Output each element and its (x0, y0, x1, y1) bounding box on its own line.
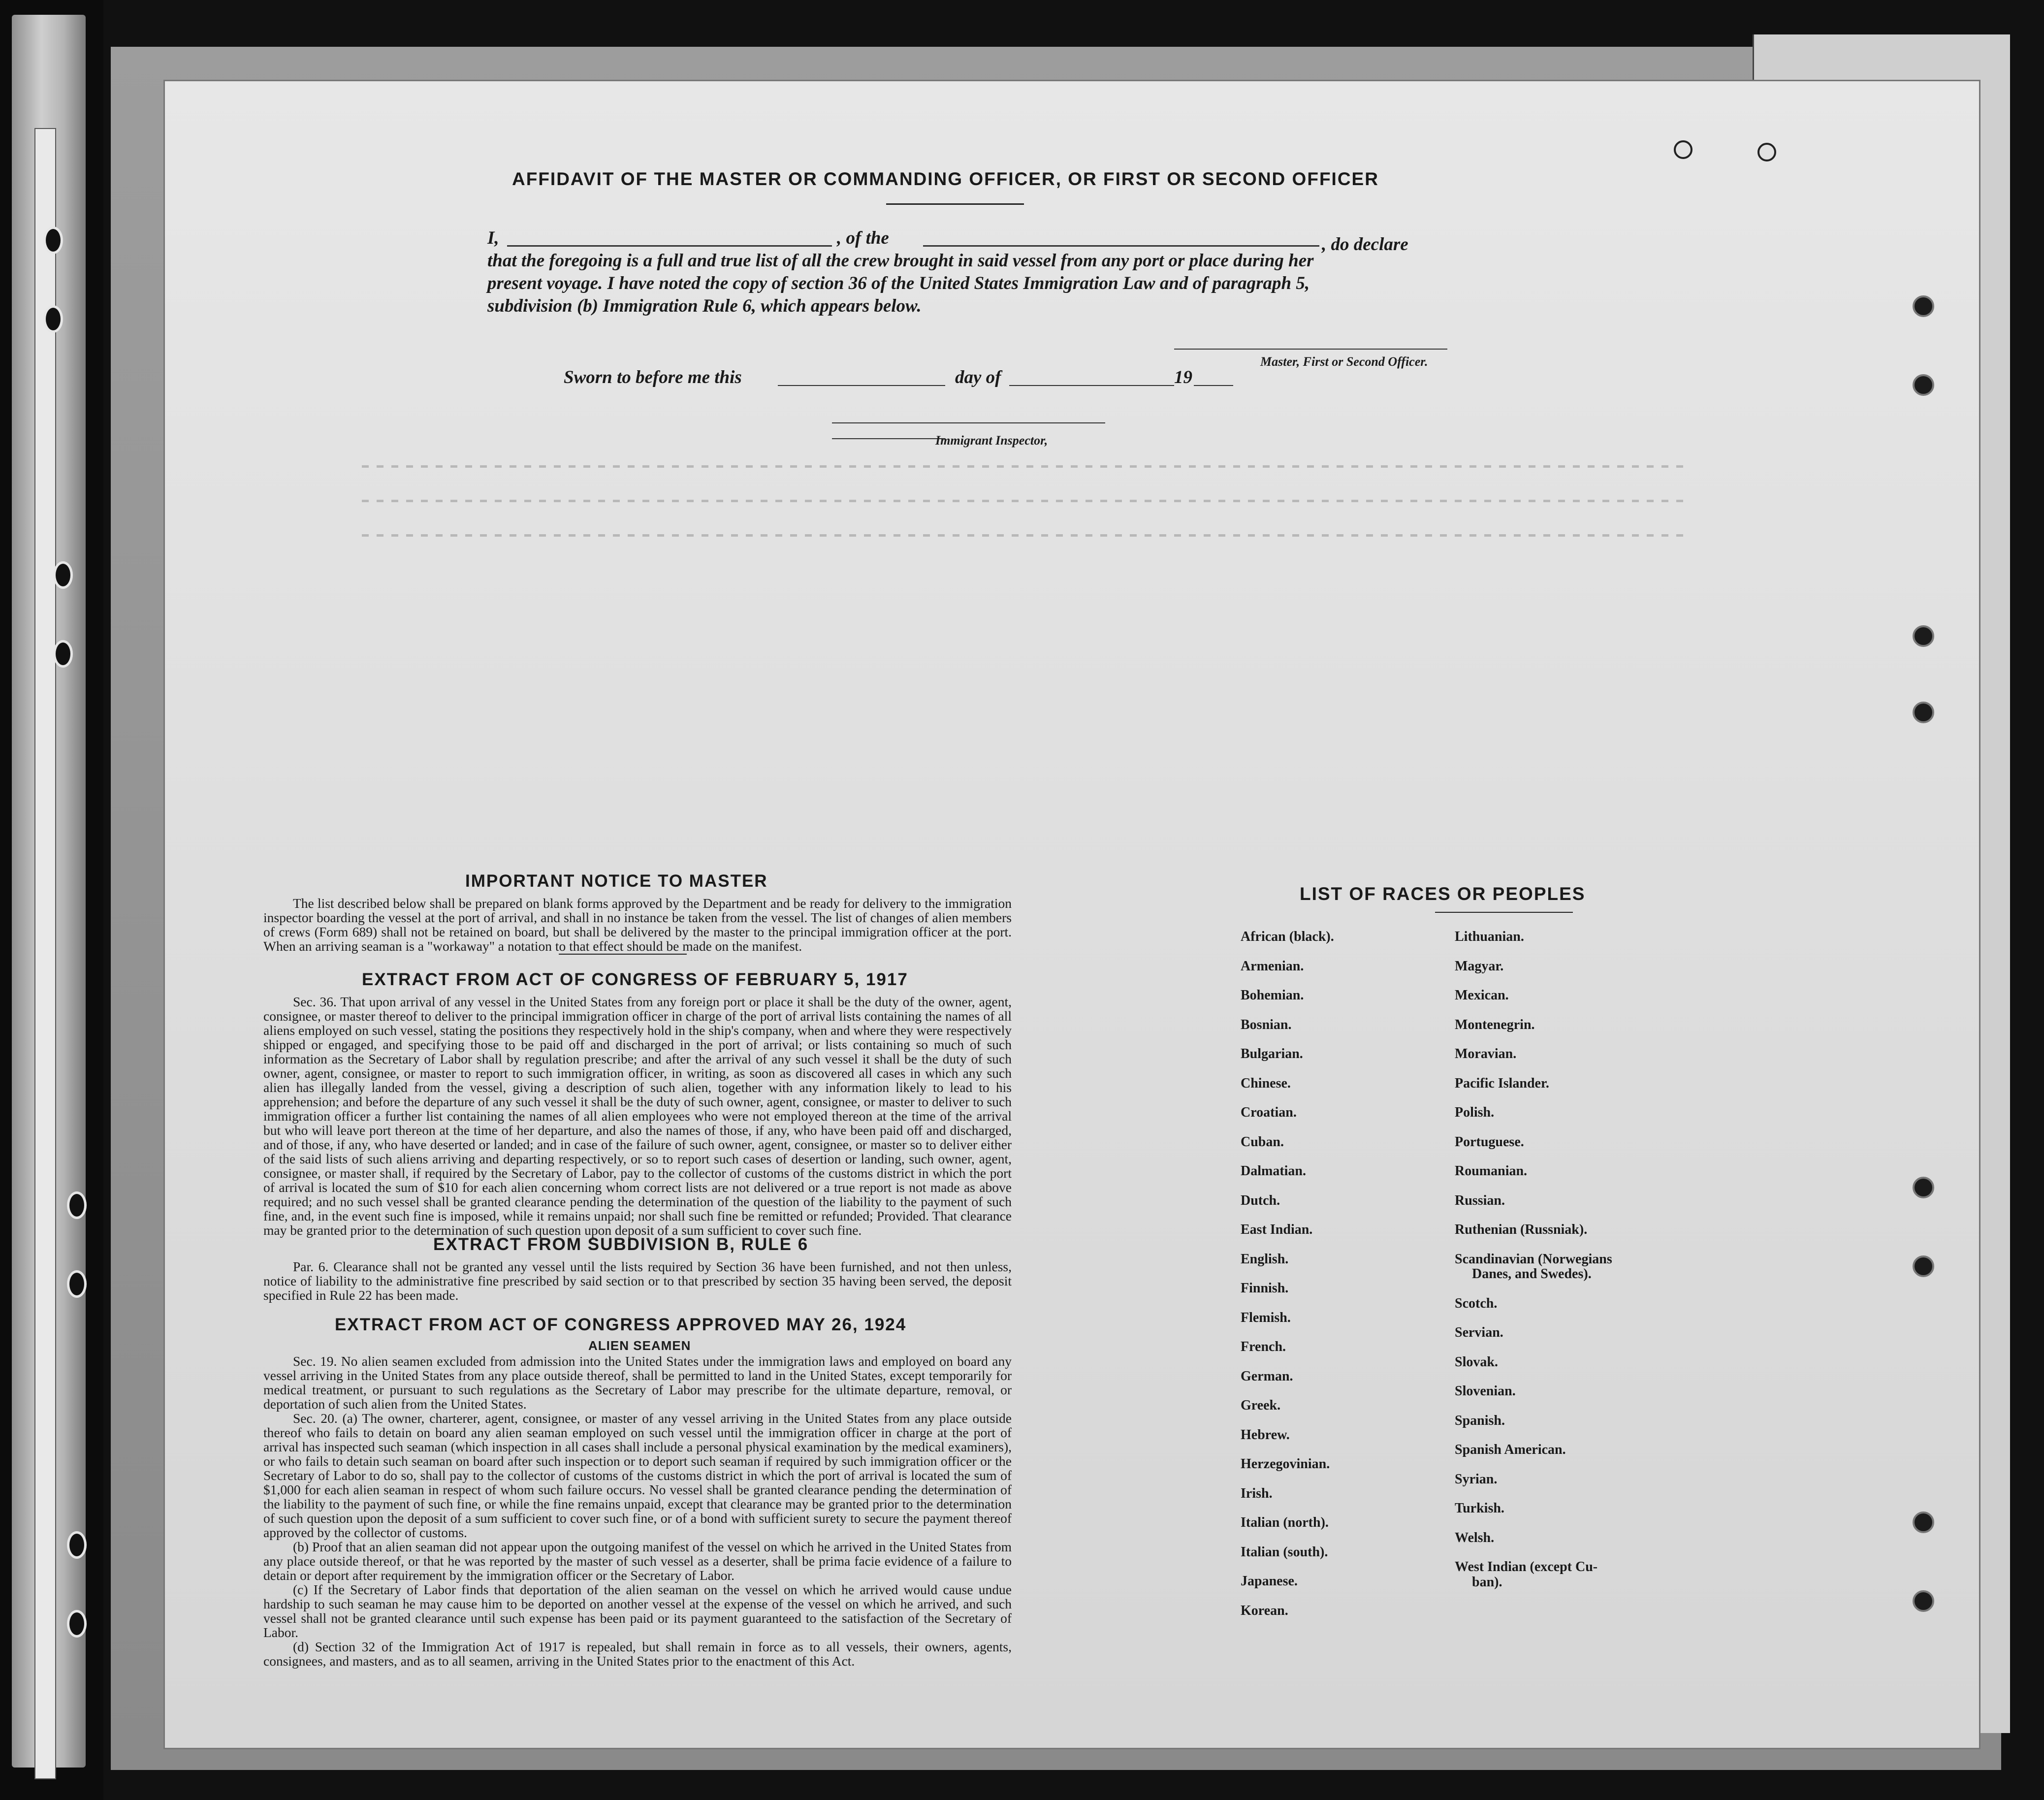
affidavit-line1-start: I, (487, 228, 499, 248)
race-item: Dutch. (1241, 1192, 1280, 1208)
punch-hole (1913, 1177, 1934, 1198)
races-title: LIST OF RACES OR PEOPLES (1300, 884, 1586, 904)
binder-hole-5 (67, 1191, 87, 1219)
bleed-through-line (362, 465, 1691, 468)
name-blank[interactable] (507, 245, 832, 247)
race-item: Slovak. (1455, 1354, 1498, 1370)
race-item: Cuban. (1241, 1134, 1284, 1150)
affidavit-line4: subdivision (b) Immigration Rule 6, which appears below. (487, 296, 922, 316)
sec-20a: Sec. 20. (a) The owner, charterer, agent, consignee, or master of any vessel arriving in the United States from any place outside thereof who fails to detain on board any alien seaman employed on such vessel until the immigration officer in charge at the port of arrival has inspected such seaman (which inspection in all cases shall include a personal physical examination by the medical examiners), or who fails to detain such seaman on board after such inspection or to deport such seaman if required by such immigration officer or the Secretary of Labor to do so, shall pay to the collector of customs of the customs district in which the port of arrival is located the sum of $1,000 for each alien seaman in respect of whom such failure occurs. No vessel shall be granted clearance pending the determination of the liability to the payment of such fine, or while the fine remains unpaid, except that clearance may be granted prior to the determination of such question upon the deposit of a sum sufficient to cover such fine, or of a bond with sufficient surety to secure the payment thereof approved by the collector of customs. (263, 1411, 1012, 1540)
inspector-blank-short (832, 438, 945, 439)
race-item: Lithuanian. (1455, 929, 1524, 944)
race-item: Scandinavian (Norwegians (1455, 1251, 1612, 1267)
race-item: German. (1241, 1368, 1293, 1384)
sec-20d: (d) Section 32 of the Immigration Act of 1917 is repealed, but shall remain in force as to all vessels, their owners, agents, consignees, and masters, and as to all seamen, arriving in the United States prior to the enactment of this Act. (263, 1639, 1012, 1669)
punch-hole (1913, 702, 1934, 723)
race-item: Irish. (1241, 1485, 1273, 1501)
race-item: Turkish. (1455, 1501, 1504, 1516)
race-item: East Indian. (1241, 1222, 1313, 1237)
affidavit-line2: that the foregoing is a full and true list of all the crew brought in said vessel from any port or place during her (487, 251, 1314, 271)
binder-hole-2 (43, 305, 63, 333)
title-rule (886, 203, 1024, 205)
race-item: Polish. (1455, 1105, 1495, 1120)
race-item: Servian. (1455, 1325, 1503, 1340)
notice-rule (559, 954, 687, 955)
punch-hole (1913, 1590, 1934, 1612)
race-item: Montenegrin. (1455, 1017, 1535, 1032)
punch-hole (1913, 374, 1934, 396)
race-item: West Indian (except Cu- (1455, 1559, 1598, 1575)
binder-hole-8 (67, 1610, 87, 1638)
race-item: Korean. (1241, 1603, 1288, 1618)
signature-blank[interactable] (1174, 349, 1447, 350)
race-item: Italian (south). (1241, 1544, 1328, 1560)
race-item: English. (1241, 1251, 1289, 1267)
race-item: Italian (north). (1241, 1515, 1329, 1530)
sec-20c: (c) If the Secretary of Labor finds that deportation of the alien seaman on the vessel on which he arrived would cause undue hardship to such seaman he may cause him to be deported on another vessel at the expense of the vessel on which he arrived, and such vessel shall not be granted clearance until such expense has been paid or its payment guaranteed to the satisfaction of the Secretary of Labor. (263, 1582, 1012, 1640)
sworn-start: Sworn to before me this (564, 367, 742, 387)
punch-hole (1757, 143, 1776, 161)
extract-1917-title: EXTRACT FROM ACT OF CONGRESS OF FEBRUARY 5, 1917 (362, 970, 908, 989)
race-item: Syrian. (1455, 1471, 1498, 1487)
extract-rule6-title: EXTRACT FROM SUBDIVISION B, RULE 6 (433, 1235, 809, 1254)
affidavit-line3: present voyage. I have noted the copy of section 36 of the United States Immigration Law and of paragraph 5, (487, 273, 1310, 293)
extract-1924-title: EXTRACT FROM ACT OF CONGRESS APPROVED MAY 26, 1924 (335, 1315, 907, 1334)
extract-rule6-body: Par. 6. Clearance shall not be granted any vessel until the lists required by Section 36 have been furnished, and not then unless, notice of liability to the administrative fine prescribed by said section or to that prescribed by section 35 having been served, the deposit specified in Rule 22 has been made. (263, 1259, 1012, 1303)
race-item: Ruthenian (Russniak). (1455, 1222, 1588, 1237)
race-item: Herzegovinian. (1241, 1456, 1330, 1472)
race-item: Spanish American. (1455, 1442, 1566, 1457)
binder-tab (34, 128, 56, 1779)
race-item: Flemish. (1241, 1310, 1291, 1325)
race-item: Spanish. (1455, 1413, 1505, 1428)
sworn-day-blank[interactable] (778, 385, 945, 386)
sec-20b: (b) Proof that an alien seaman did not appear upon the outgoing manifest of the vessel on which he arrived in the United States from any place outside thereof, or that he was reported by the master of such vessel as a deserter, shall be prima facie evidence of a failure to detain or deport after requirement by the immigration officer or the Secretary of Labor. (263, 1539, 1012, 1583)
notice-title: IMPORTANT NOTICE TO MASTER (465, 871, 768, 891)
bleed-through-line (362, 534, 1691, 537)
race-item: Greek. (1241, 1398, 1281, 1413)
binder-hole-1 (43, 226, 63, 254)
race-item: Chinese. (1241, 1075, 1291, 1091)
notice-body: The list described below shall be prepared on blank forms approved by the Department and be ready for delivery to the immigration inspector boarding the vessel at the port of arrival, and shall in no instance be taken from the vessel. The list of changes of alien members of crews (Form 689) shall not be retained on board, but shall be delivered by the master to the principal immigration officer at the port. When an arriving seaman is a "workaway" a notation to that effect should be made on the manifest. (263, 896, 1012, 954)
race-item: Portuguese. (1455, 1134, 1524, 1150)
affidavit-title: AFFIDAVIT OF THE MASTER OR COMMANDING OFFICER, OR FIRST OR SECOND OFFICER (512, 169, 1379, 189)
vessel-blank[interactable] (923, 245, 1319, 247)
race-item: French. (1241, 1339, 1286, 1354)
race-item: Magyar. (1455, 958, 1504, 974)
punch-hole (1913, 1255, 1934, 1277)
extract-1924-body (263, 1354, 1012, 1668)
punch-hole (1913, 295, 1934, 317)
race-item: Moravian. (1455, 1046, 1517, 1061)
sworn-month-blank[interactable] (1009, 385, 1174, 386)
affidavit-line1-end: , do declare (1322, 234, 1408, 255)
binder-hole-6 (67, 1270, 87, 1298)
punch-hole (1913, 1511, 1934, 1533)
race-item: ban). (1472, 1574, 1502, 1590)
extract-1924-subtitle: ALIEN SEAMEN (588, 1338, 691, 1353)
punch-hole (1913, 625, 1934, 647)
race-item: Bulgarian. (1241, 1046, 1303, 1061)
race-item: Roumanian. (1455, 1163, 1528, 1179)
sworn-year-blank[interactable] (1194, 385, 1233, 386)
race-item: Armenian. (1241, 958, 1304, 974)
race-item: Russian. (1455, 1192, 1505, 1208)
race-item: Finnish. (1241, 1281, 1289, 1296)
inspector-label: Immigrant Inspector, (935, 433, 1048, 448)
bleed-through-line (362, 500, 1691, 502)
binder-hole-7 (67, 1531, 87, 1559)
races-rule (1435, 912, 1573, 913)
race-item: Slovenian. (1455, 1383, 1516, 1399)
race-item: Welsh. (1455, 1530, 1495, 1545)
punch-hole (1674, 140, 1693, 159)
race-item: Japanese. (1241, 1574, 1298, 1589)
race-item: African (black). (1241, 929, 1334, 944)
race-item: Danes, and Swedes). (1472, 1266, 1592, 1282)
inspector-blank[interactable] (832, 422, 1105, 423)
sec-19: Sec. 19. No alien seamen excluded from admission into the United States under the immigration laws and employed on board any vessel arriving in the United States from any place outside thereof, shall be permitted to land in the United States, except temporarily for medical treatment, or pursuant to such regulations as the Secretary of Labor may prescribe for the ultimate departure, removal, or deportation of such alien from the United States. (263, 1353, 1012, 1412)
extract-1917-body: Sec. 36. That upon arrival of any vessel in the United States from any foreign port or place it shall be the duty of the owner, agent, consignee, or master thereof to deliver to the principal immigration officer in charge of the port of arrival lists containing the names of all aliens employed on such vessel, stating the positions they respectively hold in the ship's company, when and where they were respectively shipped or engaged, and specifying those to be paid off and discharged in the port of arrival; or lists containing so much of such information as the Secretary of Labor shall by regulation prescribe; and after the arrival of any such vessel it shall be the duty of such owner, agent, consignee, or master to report to such immigration officer, in writing, as soon as discovered all cases in which any such alien has illegally landed from the vessel, giving a description of such alien, together with any information likely to lead to his apprehension; and before the departure of any such vessel it shall be the duty of such owner, agent, consignee, or master to deliver to such immigration officer a further list containing the names of all alien employees who were not employed thereon at the time of the arrival but who will leave port thereon at the time of her departure, and also the names of those, if any, who have been paid off and discharged, and of those, if any, who have deserted or landed; and in case of the failure of such owner, agent, consignee, or master so to deliver either of the said lists of such aliens arriving and departing respectively, or so to report such cases of desertion or landing, such owner, agent, consignee, or master shall, if required by the Secretary of Labor, pay to the collector of customs of the customs district in which the port of arrival is located the sum of $10 for each alien concerning whom correct lists are not delivered or a true report is not made as above required; and no such vessel shall be granted clearance pending the determination of the question of the liability to the payment of such fine, and, in the event such fine is imposed, while it remains unpaid; nor shall such fine be remitted or refunded; Provided. That clearance may be granted prior to the determination of such question upon deposit of a sum sufficient to cover such fine. (263, 994, 1012, 1238)
race-item: Dalmatian. (1241, 1163, 1306, 1179)
race-item: Mexican. (1455, 988, 1509, 1003)
affidavit-line1-mid: , of the (837, 228, 889, 248)
race-item: Scotch. (1455, 1295, 1498, 1311)
signature-label: Master, First or Second Officer. (1260, 354, 1428, 369)
race-item: Croatian. (1241, 1105, 1297, 1120)
sworn-year: 19 (1174, 367, 1192, 387)
race-item: Hebrew. (1241, 1427, 1290, 1443)
document-page (165, 81, 1979, 1748)
race-item: Bosnian. (1241, 1017, 1292, 1032)
sworn-day: day of (955, 367, 1001, 387)
binder-hole-4 (53, 640, 73, 668)
race-item: Bohemian. (1241, 988, 1304, 1003)
binder-hole-3 (53, 561, 73, 589)
race-item: Pacific Islander. (1455, 1075, 1549, 1091)
